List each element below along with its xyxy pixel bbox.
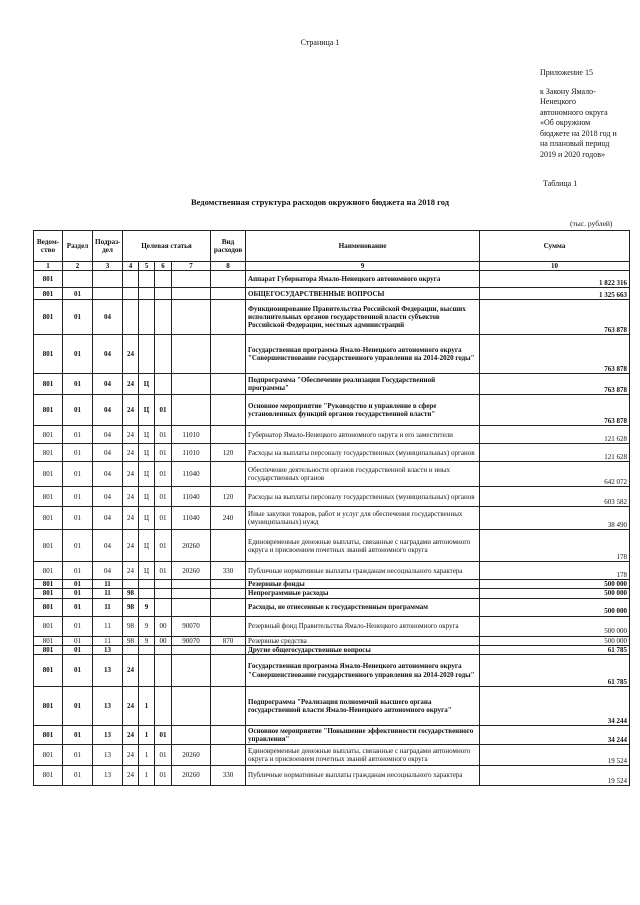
cell-target-program: 98 xyxy=(123,636,139,645)
annex-line: автономного округа xyxy=(540,107,608,117)
cell-vid xyxy=(211,374,246,395)
cell-podrazdel: 04 xyxy=(93,562,123,580)
cell-target-program: 98 xyxy=(123,598,139,616)
cell-name: Подпрограмма "Обеспечение реализации Государственной программы" xyxy=(246,374,480,395)
page-label: Страница 1 xyxy=(300,38,340,47)
cell-vedomstvo: 801 xyxy=(34,507,63,530)
cell-target-subprogram: 1 xyxy=(139,726,155,745)
cell-target-subprogram: Ц xyxy=(139,395,155,426)
cell-vid xyxy=(211,395,246,426)
cell-target-event: 01 xyxy=(155,562,172,580)
cell-sum: 763 878 xyxy=(480,395,630,426)
cell-target-program: 24 xyxy=(123,374,139,395)
cell-target-program xyxy=(123,300,139,335)
cell-target-subprogram: Ц xyxy=(139,426,155,444)
cell-target-event: 00 xyxy=(155,636,172,645)
cell-name: Публичные нормативные выплаты гражданам несоциального характера xyxy=(246,766,480,786)
cell-target-event xyxy=(155,687,172,726)
cell-vid xyxy=(211,271,246,288)
cell-target-event: 00 xyxy=(155,616,172,636)
cell-vid xyxy=(211,726,246,745)
cell-target-direction xyxy=(172,589,211,598)
cell-name: Расходы, не отнесенные к государственным программам xyxy=(246,598,480,616)
cell-razdel: 01 xyxy=(63,766,93,786)
cell-sum: 500 000 xyxy=(480,589,630,598)
cell-podrazdel: 13 xyxy=(93,687,123,726)
cell-podrazdel: 04 xyxy=(93,487,123,507)
cell-target-program: 24 xyxy=(123,745,139,766)
cell-target-subprogram: Ц xyxy=(139,507,155,530)
cell-name: Губернатор Ямало-Ненецкого автономного округа и его заместители xyxy=(246,426,480,444)
cell-target-subprogram xyxy=(139,335,155,374)
cell-name: Подпрограмма "Реализация полномочий высшего органа государственной власти Ямало-Ненецкого автономного округа" xyxy=(246,687,480,726)
column-number: 1 xyxy=(34,262,63,271)
cell-target-program: 24 xyxy=(123,766,139,786)
header-name: Наименование xyxy=(246,231,480,262)
cell-sum: 19 524 xyxy=(480,766,630,786)
cell-sum: 34 244 xyxy=(480,687,630,726)
cell-podrazdel: 13 xyxy=(93,645,123,654)
cell-name: Публичные нормативные выплаты гражданам несоциального характера xyxy=(246,562,480,580)
column-number: 4 xyxy=(123,262,139,271)
cell-name: Государственная программа Ямало-Ненецкого автономного округа "Совершенствование государственного управления на 2014-2020 годы" xyxy=(246,655,480,687)
cell-target-direction: 11040 xyxy=(172,507,211,530)
cell-target-program: 98 xyxy=(123,589,139,598)
cell-vedomstvo: 801 xyxy=(34,745,63,766)
cell-target-event xyxy=(155,335,172,374)
annex-line: «Об окружном xyxy=(540,118,591,127)
table-row xyxy=(34,687,630,726)
table-row xyxy=(34,766,630,786)
cell-razdel: 01 xyxy=(63,589,93,598)
cell-target-direction xyxy=(172,726,211,745)
cell-target-event xyxy=(155,580,172,589)
cell-sum: 178 xyxy=(480,562,630,580)
cell-name: Резервные фонды xyxy=(246,580,480,589)
cell-target-subprogram xyxy=(139,655,155,687)
cell-target-program: 24 xyxy=(123,426,139,444)
column-number: 10 xyxy=(480,262,630,271)
cell-target-event: 01 xyxy=(155,726,172,745)
cell-vedomstvo: 801 xyxy=(34,562,63,580)
cell-target-subprogram: 9 xyxy=(139,636,155,645)
table-row xyxy=(34,288,630,300)
table-row xyxy=(34,745,630,766)
cell-sum: 500 000 xyxy=(480,598,630,616)
header-sum: Сумма xyxy=(480,231,630,262)
cell-vedomstvo: 801 xyxy=(34,726,63,745)
cell-name: Непрограммные расходы xyxy=(246,589,480,598)
cell-name: Единовременные денежные выплаты, связанные с наградами автономного округа и присвоением почетных званий автономного округа xyxy=(246,745,480,766)
cell-vid xyxy=(211,598,246,616)
budget-table xyxy=(33,230,630,786)
cell-vid xyxy=(211,335,246,374)
cell-vid: 870 xyxy=(211,636,246,645)
cell-name: Другие общегосударственные вопросы xyxy=(246,645,480,654)
cell-sum: 500 000 xyxy=(480,580,630,589)
cell-target-program: 24 xyxy=(123,335,139,374)
cell-target-program: 24 xyxy=(123,444,139,462)
cell-target-subprogram: 9 xyxy=(139,598,155,616)
table-row xyxy=(34,374,630,395)
cell-vedomstvo: 801 xyxy=(34,487,63,507)
cell-target-direction xyxy=(172,288,211,300)
table-row xyxy=(34,444,630,462)
cell-target-event: 01 xyxy=(155,444,172,462)
cell-target-program: 24 xyxy=(123,726,139,745)
cell-target-event xyxy=(155,288,172,300)
cell-razdel: 01 xyxy=(63,726,93,745)
table-row xyxy=(34,655,630,687)
cell-target-event xyxy=(155,374,172,395)
cell-podrazdel: 11 xyxy=(93,598,123,616)
cell-target-program xyxy=(123,580,139,589)
cell-name: Резервные средства xyxy=(246,636,480,645)
cell-vedomstvo: 801 xyxy=(34,271,63,288)
header-target: Целевая статья xyxy=(123,231,211,262)
annex-line: бюджете на 2018 год и xyxy=(540,128,617,138)
cell-vid: 330 xyxy=(211,562,246,580)
cell-razdel: 01 xyxy=(63,444,93,462)
annex-line: к Закону Ямало- xyxy=(540,86,596,96)
column-number: 3 xyxy=(93,262,123,271)
cell-sum: 603 582 xyxy=(480,487,630,507)
cell-name: ОБЩЕГОСУДАРСТВЕННЫЕ ВОПРОСЫ xyxy=(246,288,480,300)
column-number: 2 xyxy=(63,262,93,271)
cell-sum: 1 822 316 xyxy=(480,271,630,288)
column-number: 7 xyxy=(172,262,211,271)
cell-razdel: 01 xyxy=(63,300,93,335)
cell-target-subprogram: Ц xyxy=(139,444,155,462)
cell-vid xyxy=(211,655,246,687)
cell-podrazdel xyxy=(93,288,123,300)
cell-podrazdel: 11 xyxy=(93,636,123,645)
cell-podrazdel: 04 xyxy=(93,395,123,426)
cell-podrazdel: 11 xyxy=(93,580,123,589)
table-row xyxy=(34,395,630,426)
cell-name: Расходы на выплаты персоналу государственных (муниципальных) органов xyxy=(246,487,480,507)
cell-vedomstvo: 801 xyxy=(34,636,63,645)
cell-target-program: 24 xyxy=(123,487,139,507)
cell-sum: 763 878 xyxy=(480,335,630,374)
cell-sum: 61 785 xyxy=(480,645,630,654)
cell-podrazdel: 04 xyxy=(93,462,123,487)
cell-razdel: 01 xyxy=(63,335,93,374)
table-row xyxy=(34,589,630,598)
cell-target-event: 01 xyxy=(155,462,172,487)
cell-target-program: 24 xyxy=(123,507,139,530)
cell-target-event xyxy=(155,655,172,687)
column-number: 8 xyxy=(211,262,246,271)
cell-target-program: 24 xyxy=(123,462,139,487)
cell-target-event: 01 xyxy=(155,507,172,530)
cell-target-subprogram: 1 xyxy=(139,766,155,786)
cell-vedomstvo: 801 xyxy=(34,580,63,589)
cell-razdel: 01 xyxy=(63,580,93,589)
header-vedomstvo: Ведом-ство xyxy=(34,231,63,262)
cell-target-program: 24 xyxy=(123,687,139,726)
table-label: Таблица 1 xyxy=(543,179,578,188)
cell-vid: 330 xyxy=(211,766,246,786)
cell-target-direction xyxy=(172,598,211,616)
cell-target-subprogram: 1 xyxy=(139,745,155,766)
cell-target-direction: 20260 xyxy=(172,530,211,562)
cell-razdel: 01 xyxy=(63,687,93,726)
cell-target-subprogram: Ц xyxy=(139,462,155,487)
table-row xyxy=(34,300,630,335)
cell-vedomstvo: 801 xyxy=(34,655,63,687)
cell-podrazdel: 04 xyxy=(93,335,123,374)
cell-name: Основное мероприятие "Повышение эффективности государственного управления" xyxy=(246,726,480,745)
cell-vid xyxy=(211,426,246,444)
cell-target-event xyxy=(155,645,172,654)
cell-name: Резервный фонд Правительства Ямало-Ненецкого автономного округа xyxy=(246,616,480,636)
cell-target-event xyxy=(155,300,172,335)
cell-sum: 763 878 xyxy=(480,300,630,335)
cell-target-direction xyxy=(172,395,211,426)
cell-sum: 500 000 xyxy=(480,636,630,645)
cell-target-event: 01 xyxy=(155,766,172,786)
cell-razdel: 01 xyxy=(63,288,93,300)
cell-target-event: 01 xyxy=(155,745,172,766)
cell-vid xyxy=(211,745,246,766)
table-row xyxy=(34,335,630,374)
column-number: 5 xyxy=(139,262,155,271)
cell-target-direction: 11040 xyxy=(172,462,211,487)
cell-vedomstvo: 801 xyxy=(34,300,63,335)
cell-target-program xyxy=(123,271,139,288)
cell-razdel: 01 xyxy=(63,616,93,636)
cell-vid xyxy=(211,462,246,487)
cell-vedomstvo: 801 xyxy=(34,589,63,598)
cell-podrazdel: 04 xyxy=(93,444,123,462)
cell-target-program: 24 xyxy=(123,395,139,426)
cell-target-subprogram: 9 xyxy=(139,616,155,636)
header-razdel: Раздел xyxy=(63,231,93,262)
cell-name: Обеспечение деятельности органов государственной власти и иных государственных органов xyxy=(246,462,480,487)
cell-sum: 61 785 xyxy=(480,655,630,687)
table-row xyxy=(34,636,630,645)
cell-vid xyxy=(211,530,246,562)
cell-razdel: 01 xyxy=(63,562,93,580)
cell-target-event: 01 xyxy=(155,395,172,426)
units-label: (тыс. рублей) xyxy=(570,219,613,228)
cell-vedomstvo: 801 xyxy=(34,598,63,616)
cell-target-direction: 20260 xyxy=(172,745,211,766)
cell-podrazdel: 04 xyxy=(93,300,123,335)
column-number: 6 xyxy=(155,262,172,271)
header-vid: Вид расходов xyxy=(211,231,246,262)
cell-podrazdel: 13 xyxy=(93,655,123,687)
cell-target-program xyxy=(123,288,139,300)
cell-vid xyxy=(211,288,246,300)
cell-sum: 19 524 xyxy=(480,745,630,766)
cell-target-subprogram xyxy=(139,288,155,300)
cell-sum: 763 878 xyxy=(480,374,630,395)
cell-razdel: 01 xyxy=(63,745,93,766)
header-podrazdel: Подраз-дел xyxy=(93,231,123,262)
cell-vedomstvo: 801 xyxy=(34,766,63,786)
cell-podrazdel: 13 xyxy=(93,726,123,745)
cell-podrazdel: 11 xyxy=(93,589,123,598)
cell-vid: 120 xyxy=(211,487,246,507)
cell-vedomstvo: 801 xyxy=(34,288,63,300)
cell-target-direction xyxy=(172,374,211,395)
cell-podrazdel: 13 xyxy=(93,745,123,766)
cell-target-direction: 20260 xyxy=(172,766,211,786)
table-row xyxy=(34,562,630,580)
cell-target-direction xyxy=(172,300,211,335)
annex-line: на плановый период xyxy=(540,139,610,148)
cell-vid xyxy=(211,580,246,589)
cell-razdel: 01 xyxy=(63,636,93,645)
document-title: Ведомственная структура расходов окружного бюджета на 2018 год xyxy=(190,197,450,207)
cell-razdel: 01 xyxy=(63,395,93,426)
table-row xyxy=(34,645,630,654)
cell-target-direction xyxy=(172,271,211,288)
cell-target-direction: 90070 xyxy=(172,616,211,636)
cell-target-program: 24 xyxy=(123,655,139,687)
annex-block xyxy=(540,68,636,160)
cell-vid xyxy=(211,645,246,654)
cell-target-program: 24 xyxy=(123,562,139,580)
cell-vedomstvo: 801 xyxy=(34,426,63,444)
table-row xyxy=(34,726,630,745)
cell-sum: 1 325 663 xyxy=(480,288,630,300)
cell-target-direction xyxy=(172,645,211,654)
cell-razdel: 01 xyxy=(63,530,93,562)
cell-name: Аппарат Губернатора Ямало-Ненецкого автономного округа xyxy=(246,271,480,288)
table-row xyxy=(34,616,630,636)
cell-razdel xyxy=(63,271,93,288)
table-row xyxy=(34,462,630,487)
cell-target-event xyxy=(155,589,172,598)
cell-vid: 240 xyxy=(211,507,246,530)
cell-name: Единовременные денежные выплаты, связанные с наградами автономного округа и присвоением почетных званий автономного округа xyxy=(246,530,480,562)
cell-razdel: 01 xyxy=(63,374,93,395)
cell-target-event xyxy=(155,271,172,288)
cell-target-subprogram: 1 xyxy=(139,687,155,726)
cell-podrazdel: 04 xyxy=(93,426,123,444)
table-row xyxy=(34,426,630,444)
cell-target-event: 01 xyxy=(155,487,172,507)
cell-target-subprogram: Ц xyxy=(139,530,155,562)
cell-vedomstvo: 801 xyxy=(34,687,63,726)
cell-target-subprogram xyxy=(139,271,155,288)
table-row xyxy=(34,271,630,288)
cell-target-event: 01 xyxy=(155,426,172,444)
annex-line: Ненецкого xyxy=(540,97,577,106)
cell-name: Функционирование Правительства Российской Федерации, высших исполнительных органов государственной власти субъектов Российской Федерации, местных администраций xyxy=(246,300,480,335)
cell-vid xyxy=(211,616,246,636)
cell-target-direction xyxy=(172,580,211,589)
cell-target-direction: 90070 xyxy=(172,636,211,645)
cell-vedomstvo: 801 xyxy=(34,462,63,487)
table-row xyxy=(34,530,630,562)
cell-target-direction: 11010 xyxy=(172,444,211,462)
cell-vid xyxy=(211,687,246,726)
table-row xyxy=(34,598,630,616)
cell-target-subprogram: Ц xyxy=(139,487,155,507)
cell-sum: 34 244 xyxy=(480,726,630,745)
cell-podrazdel: 04 xyxy=(93,507,123,530)
cell-target-direction: 11040 xyxy=(172,487,211,507)
table-row xyxy=(34,507,630,530)
cell-target-subprogram: Ц xyxy=(139,562,155,580)
cell-name: Основное мероприятие "Руководство и управление в сфере установленных функций органов государственной власти" xyxy=(246,395,480,426)
cell-razdel: 01 xyxy=(63,645,93,654)
cell-vedomstvo: 801 xyxy=(34,374,63,395)
cell-vedomstvo: 801 xyxy=(34,335,63,374)
cell-razdel: 01 xyxy=(63,507,93,530)
cell-name: Государственная программа Ямало-Ненецкого автономного округа "Совершенствование государственного управления на 2014-2020 годы" xyxy=(246,335,480,374)
annex-line: 2019 и 2020 годов» xyxy=(540,149,605,159)
cell-sum: 500 000 xyxy=(480,616,630,636)
cell-sum: 178 xyxy=(480,530,630,562)
cell-sum: 121 628 xyxy=(480,444,630,462)
cell-target-subprogram xyxy=(139,580,155,589)
annex-number: Приложение 15 xyxy=(540,68,593,77)
cell-target-direction xyxy=(172,687,211,726)
cell-vedomstvo: 801 xyxy=(34,616,63,636)
cell-vid: 120 xyxy=(211,444,246,462)
cell-podrazdel: 13 xyxy=(93,766,123,786)
cell-target-subprogram xyxy=(139,300,155,335)
column-number: 9 xyxy=(246,262,480,271)
cell-podrazdel: 04 xyxy=(93,530,123,562)
cell-target-event: 01 xyxy=(155,530,172,562)
table-row xyxy=(34,487,630,507)
cell-podrazdel xyxy=(93,271,123,288)
cell-razdel: 01 xyxy=(63,487,93,507)
cell-vedomstvo: 801 xyxy=(34,395,63,426)
cell-target-subprogram: Ц xyxy=(139,374,155,395)
table-row xyxy=(34,580,630,589)
cell-sum: 642 072 xyxy=(480,462,630,487)
cell-podrazdel: 04 xyxy=(93,374,123,395)
cell-razdel: 01 xyxy=(63,598,93,616)
cell-target-program xyxy=(123,645,139,654)
cell-name: Расходы на выплаты персоналу государственных (муниципальных) органов xyxy=(246,444,480,462)
cell-vedomstvo: 801 xyxy=(34,530,63,562)
cell-vid xyxy=(211,589,246,598)
cell-name: Иные закупки товаров, работ и услуг для обеспечения государственных (муниципальных) нужд xyxy=(246,507,480,530)
cell-target-direction: 11010 xyxy=(172,426,211,444)
cell-sum: 121 628 xyxy=(480,426,630,444)
cell-razdel: 01 xyxy=(63,655,93,687)
cell-podrazdel: 11 xyxy=(93,616,123,636)
cell-target-direction xyxy=(172,335,211,374)
cell-target-event xyxy=(155,598,172,616)
cell-target-subprogram xyxy=(139,589,155,598)
cell-vedomstvo: 801 xyxy=(34,645,63,654)
cell-sum: 38 490 xyxy=(480,507,630,530)
cell-target-program: 24 xyxy=(123,530,139,562)
cell-target-direction xyxy=(172,655,211,687)
cell-target-direction: 20260 xyxy=(172,562,211,580)
cell-target-subprogram xyxy=(139,645,155,654)
cell-vedomstvo: 801 xyxy=(34,444,63,462)
cell-vid xyxy=(211,300,246,335)
cell-target-program: 98 xyxy=(123,616,139,636)
cell-razdel: 01 xyxy=(63,462,93,487)
cell-razdel: 01 xyxy=(63,426,93,444)
